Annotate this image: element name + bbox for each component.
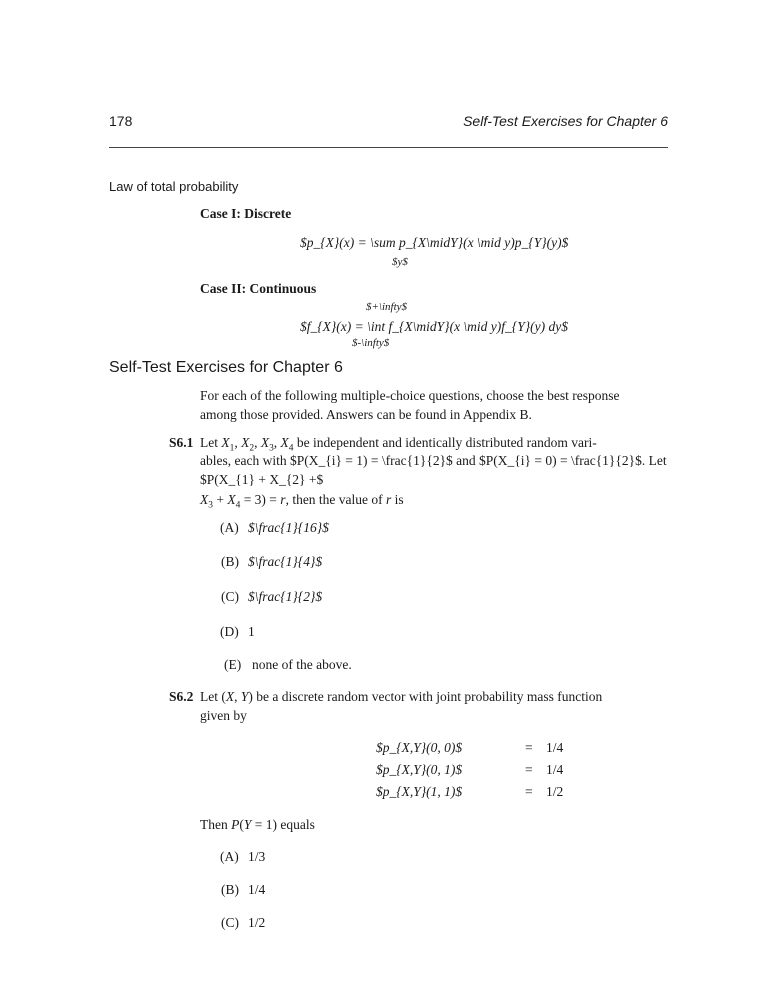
header-rule (109, 147, 668, 148)
option-label: (D) (220, 624, 239, 639)
pmf-eq: = (525, 762, 533, 777)
exercise-text: $X_3 + X_4 = 3) = r$, then the value of r is (200, 492, 404, 511)
exercise-text: Let $X_1$, $X_2$, $X_3$, $X_4$ be independent and identically distributed random vari- (200, 435, 597, 454)
option-label: (A) (220, 849, 239, 864)
case2-title: Case II: Continuous (200, 281, 317, 296)
option-label: (B) (221, 554, 239, 569)
question-text: Then P(Y = 1) equals (200, 817, 315, 832)
intro-line: For each of the following multiple-choice questions, choose the best response (200, 388, 620, 403)
integral-lower: $-\infty$ (352, 337, 390, 349)
pmf-rhs: 1/2 (546, 784, 564, 799)
pmf-lhs: $p_{X,Y}(0, 1)$ (376, 762, 463, 777)
option-text: none of the above. (252, 657, 352, 672)
option-text: 1/4 (248, 882, 266, 897)
pmf-lhs: $p_{X,Y}(0, 0)$ (376, 740, 463, 755)
section-title: Self-Test Exercises for Chapter 6 (109, 359, 343, 376)
option-label: (C) (221, 589, 239, 604)
exercise-label: S6.1 (169, 435, 194, 450)
pmf-lhs: $p_{X,Y}(1, 1)$ (376, 784, 463, 799)
option-label: (E) (224, 657, 242, 672)
pmf-eq: = (525, 784, 533, 799)
integral-upper: $+\infty$ (366, 301, 408, 313)
exercise-text: ables, each with $P(X_{i} = 1) = \frac{1}{2}$ and $P(X_{i} = 0) = \frac{1}{2}$. Let $P(X_{1} + X_{2} +$ (200, 453, 667, 487)
option-text: $\frac{1}{16}$ (248, 520, 329, 535)
option-text: $\frac{1}{2}$ (248, 589, 323, 604)
exercise-text: Let (X, Y) be a discrete random vector with joint probability mass function (200, 689, 603, 704)
option-text: 1/2 (248, 915, 266, 930)
running-title: Self-Test Exercises for Chapter 6 (463, 113, 668, 129)
pmf-rhs: 1/4 (546, 740, 564, 755)
case2-equation: $f_{X}(x) = \int f_{X\midY}(x \mid y)f_{Y}(y) dy$ (300, 319, 568, 334)
page-number: 178 (109, 113, 133, 129)
pmf-eq: = (525, 740, 533, 755)
case1-equation: $p_{X}(x) = \sum p_{X\midY}(x \mid y)p_{Y}(y)$ (300, 235, 569, 250)
option-text: 1/3 (248, 849, 266, 864)
option-text: 1 (248, 624, 255, 639)
pmf-rhs: 1/4 (546, 762, 564, 777)
exercise-text: given by (200, 708, 247, 723)
intro-line: among those provided. Answers can be found in Appendix B. (200, 407, 532, 422)
option-label: (A) (220, 520, 239, 535)
sum-index: $y$ (392, 256, 408, 268)
option-text: $\frac{1}{4}$ (248, 554, 323, 569)
case1-title: Case I: Discrete (200, 206, 292, 221)
exercise-label: S6.2 (169, 689, 194, 704)
law-label: Law of total probability (109, 179, 239, 194)
option-label: (C) (221, 915, 239, 930)
option-label: (B) (221, 882, 239, 897)
